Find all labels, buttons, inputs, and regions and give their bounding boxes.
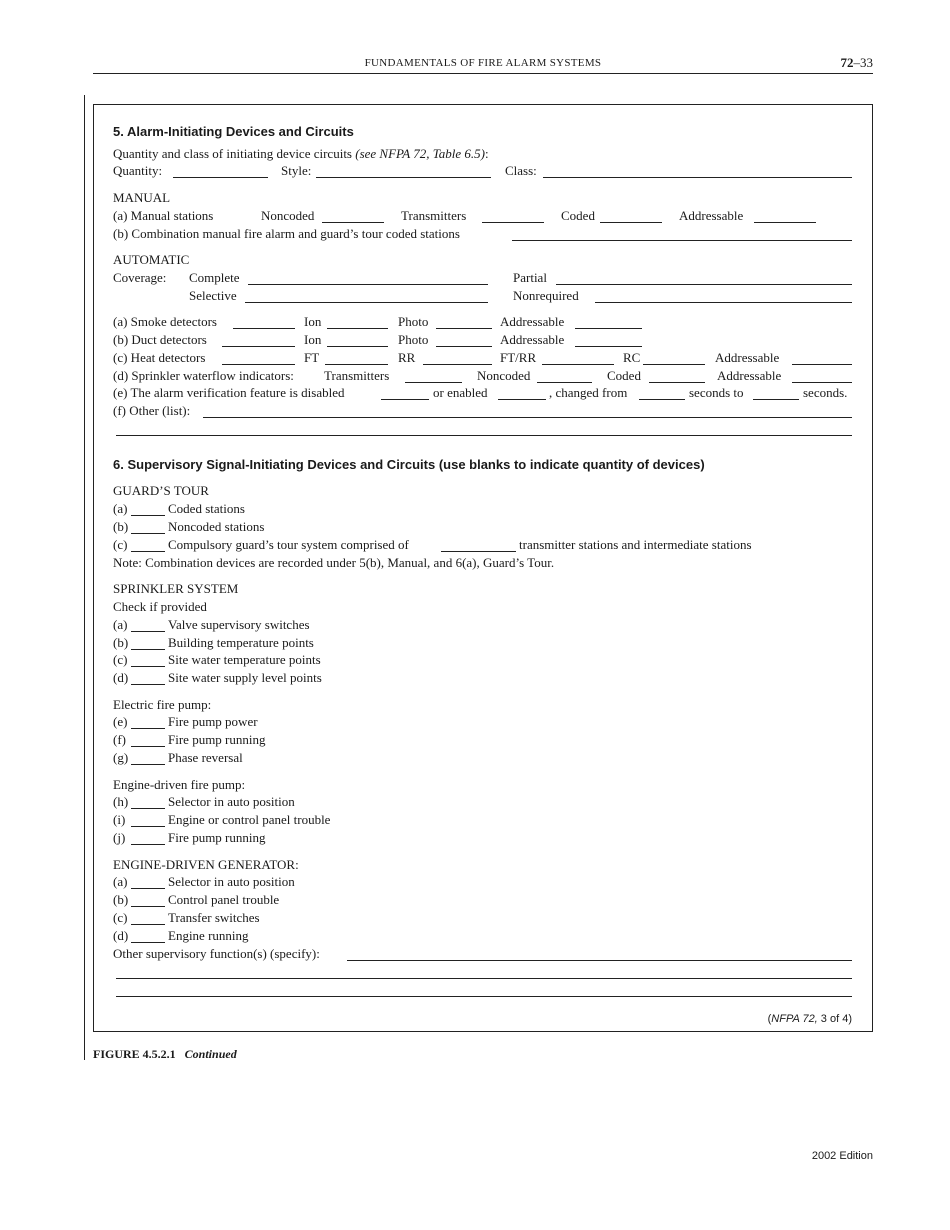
class-blank[interactable] <box>543 177 852 178</box>
engine-trouble-blank[interactable] <box>131 826 165 827</box>
smoke-addressable-label: Addressable <box>500 314 565 329</box>
valve-switches-blank[interactable] <box>131 631 165 632</box>
combination-stations-label: (b) Combination manual fire alarm and guard’s tour coded stations <box>113 226 460 241</box>
waterflow-coded-label: Coded <box>607 368 641 383</box>
engine-pump-running-letter: (j) <box>113 830 126 845</box>
section-5-intro: Quantity and class of initiating device circuits (see NFPA 72, Table 6.5): <box>113 146 489 161</box>
heat-ftrr-blank[interactable] <box>542 364 614 365</box>
waterflow-transmitters-blank[interactable] <box>405 382 462 383</box>
automatic-heading: AUTOMATIC <box>113 252 190 267</box>
site-water-level-blank[interactable] <box>131 684 165 685</box>
guards-tour-heading: GUARD’S TOUR <box>113 483 209 498</box>
manual-noncoded-label: Noncoded <box>261 208 315 223</box>
waterflow-noncoded-label: Noncoded <box>477 368 531 383</box>
gen-selector-letter: (a) <box>113 874 128 889</box>
pump-running-blank[interactable] <box>131 746 165 747</box>
gen-transfer-blank[interactable] <box>131 924 165 925</box>
style-blank[interactable] <box>316 177 491 178</box>
gen-transfer-label: Transfer switches <box>168 910 260 925</box>
heat-detectors-label: (c) Heat detectors <box>113 350 206 365</box>
heat-rr-label: RR <box>398 350 416 365</box>
smoke-photo-blank[interactable] <box>436 328 492 329</box>
other-supervisory-blank-3[interactable] <box>116 996 852 997</box>
quantity-blank[interactable] <box>173 177 268 178</box>
gen-panel-trouble-blank[interactable] <box>131 906 165 907</box>
other-list-blank-2[interactable] <box>116 435 852 436</box>
nonrequired-label: Nonrequired <box>513 288 579 303</box>
smoke-detectors-label: (a) Smoke detectors <box>113 314 217 329</box>
engine-pump-heading: Engine-driven fire pump: <box>113 777 246 792</box>
smoke-addressable-blank[interactable] <box>575 328 642 329</box>
nonrequired-blank[interactable] <box>595 302 852 303</box>
waterflow-transmitters-label: Transmitters <box>324 368 390 383</box>
quantity-label: Quantity: <box>113 163 163 178</box>
waterflow-indicators-label: (d) Sprinkler waterflow indicators: <box>113 368 294 383</box>
waterflow-coded-blank[interactable] <box>649 382 705 383</box>
verification-enabled-blank[interactable] <box>498 399 546 400</box>
other-supervisory-blank-1[interactable] <box>347 960 852 961</box>
pump-running-label: Fire pump running <box>168 732 266 747</box>
heat-ftrr-label: FT/RR <box>500 350 537 365</box>
heat-addressable-blank[interactable] <box>792 364 852 365</box>
gen-running-blank[interactable] <box>131 942 165 943</box>
running-header <box>93 55 873 74</box>
generator-heading: ENGINE-DRIVEN GENERATOR: <box>113 857 299 872</box>
left-margin-rule <box>84 95 85 1060</box>
combination-stations-blank[interactable] <box>512 240 852 241</box>
header-title: FUNDAMENTALS OF FIRE ALARM SYSTEMS <box>364 57 602 69</box>
verification-disabled-blank[interactable] <box>381 399 429 400</box>
style-label: Style: <box>281 163 312 178</box>
pump-power-letter: (e) <box>113 714 128 729</box>
gen-transfer-letter: (c) <box>113 910 128 925</box>
site-water-temp-blank[interactable] <box>131 666 165 667</box>
smoke-photo-label: Photo <box>398 314 429 329</box>
other-list-blank-1[interactable] <box>203 417 852 418</box>
seconds-label: seconds. <box>803 385 848 400</box>
manual-heading: MANUAL <box>113 190 171 205</box>
complete-label: Complete <box>189 270 240 285</box>
coded-stations-blank[interactable] <box>131 515 165 516</box>
waterflow-addressable-label: Addressable <box>717 368 782 383</box>
duct-addressable-blank[interactable] <box>575 346 642 347</box>
heat-rc-label: RC <box>623 350 641 365</box>
compulsory-tour-label-end: transmitter stations and intermediate stations <box>519 537 752 552</box>
phase-reversal-letter: (g) <box>113 750 129 765</box>
or-enabled-label: or enabled <box>433 385 488 400</box>
selector-auto-blank[interactable] <box>131 808 165 809</box>
changed-from-label: , changed from <box>549 385 628 400</box>
heat-rr-blank[interactable] <box>423 364 492 365</box>
pump-running-letter: (f) <box>113 732 126 747</box>
gen-panel-trouble-letter: (b) <box>113 892 129 907</box>
alarm-verification-label: (e) The alarm verification feature is disabled <box>113 385 345 400</box>
coverage-label: Coverage: <box>113 270 167 285</box>
site-water-level-label: Site water supply level points <box>168 670 322 685</box>
phase-reversal-blank[interactable] <box>131 764 165 765</box>
manual-stations-label: (a) Manual stations <box>113 208 214 223</box>
gen-panel-trouble-label: Control panel trouble <box>168 892 280 907</box>
section-6-title: 6. Supervisory Signal-Initiating Devices and Circuits (use blanks to indicate quantity of devices) <box>113 457 705 472</box>
smoke-ion-blank[interactable] <box>327 328 388 329</box>
compulsory-tour-blank[interactable] <box>131 551 165 552</box>
coded-stations-label: Coded stations <box>168 501 245 516</box>
pump-power-label: Fire pump power <box>168 714 258 729</box>
heat-ft-blank[interactable] <box>325 364 388 365</box>
site-water-level-letter: (d) <box>113 670 129 685</box>
manual-addressable-blank[interactable] <box>754 222 816 223</box>
combination-note: Note: Combination devices are recorded under 5(b), Manual, and 6(a), Guard’s Tour. <box>113 555 555 570</box>
manual-coded-label: Coded <box>561 208 595 223</box>
building-temp-letter: (b) <box>113 635 129 650</box>
building-temp-label: Building temperature points <box>168 635 314 650</box>
gen-selector-blank[interactable] <box>131 888 165 889</box>
compulsory-tour-letter: (c) <box>113 537 128 552</box>
manual-transmitters-blank[interactable] <box>482 222 544 223</box>
gen-running-letter: (d) <box>113 928 129 943</box>
section-5-title: 5. Alarm-Initiating Devices and Circuits <box>113 124 354 139</box>
page-number: 72–33 <box>840 55 873 70</box>
engine-pump-running-blank[interactable] <box>131 844 165 845</box>
partial-label: Partial <box>513 270 547 285</box>
manual-addressable-label: Addressable <box>679 208 744 223</box>
seconds-to-blank[interactable] <box>753 399 799 400</box>
check-if-provided: Check if provided <box>113 599 207 614</box>
duct-addressable-label: Addressable <box>500 332 565 347</box>
changed-from-blank[interactable] <box>639 399 685 400</box>
coded-stations-letter: (a) <box>113 501 128 516</box>
engine-trouble-label: Engine or control panel trouble <box>168 812 331 827</box>
selector-auto-letter: (h) <box>113 794 129 809</box>
heat-detectors-blank[interactable] <box>222 364 295 365</box>
sprinkler-heading: SPRINKLER SYSTEM <box>113 581 239 596</box>
duct-detectors-blank[interactable] <box>222 346 295 347</box>
manual-transmitters-label: Transmitters <box>401 208 467 223</box>
selective-blank[interactable] <box>245 302 488 303</box>
duct-photo-label: Photo <box>398 332 429 347</box>
phase-reversal-label: Phase reversal <box>168 750 243 765</box>
site-water-temp-letter: (c) <box>113 652 128 667</box>
valve-switches-letter: (a) <box>113 617 128 632</box>
class-label: Class: <box>505 163 537 178</box>
noncoded-stations-blank[interactable] <box>131 533 165 534</box>
noncoded-stations-letter: (b) <box>113 519 129 534</box>
smoke-ion-label: Ion <box>304 314 322 329</box>
other-supervisory-blank-2[interactable] <box>116 978 852 979</box>
seconds-to-label: seconds to <box>689 385 744 400</box>
gen-selector-label: Selector in auto position <box>168 874 295 889</box>
figure-caption: FIGURE 4.5.2.1 Continued <box>93 1047 237 1061</box>
pump-power-blank[interactable] <box>131 728 165 729</box>
site-water-temp-label: Site water temperature points <box>168 652 321 667</box>
edition-footer: 2002 Edition <box>811 1150 873 1162</box>
heat-addressable-label: Addressable <box>715 350 780 365</box>
transmitter-stations-blank[interactable] <box>441 551 516 552</box>
duct-detectors-label: (b) Duct detectors <box>113 332 207 347</box>
partial-blank[interactable] <box>556 284 852 285</box>
nfpa-credit: (NFPA 72, 3 of 4) <box>767 1013 852 1025</box>
duct-ion-blank[interactable] <box>327 346 388 347</box>
engine-trouble-letter: (i) <box>113 812 126 827</box>
engine-pump-running-label: Fire pump running <box>168 830 266 845</box>
compulsory-tour-label: Compulsory guard’s tour system comprised of <box>168 537 409 552</box>
manual-coded-blank[interactable] <box>600 222 662 223</box>
building-temp-blank[interactable] <box>131 649 165 650</box>
heat-rc-blank[interactable] <box>643 364 705 365</box>
duct-ion-label: Ion <box>304 332 322 347</box>
selector-auto-label: Selector in auto position <box>168 794 295 809</box>
selective-label: Selective <box>189 288 237 303</box>
manual-noncoded-blank[interactable] <box>322 222 384 223</box>
valve-switches-label: Valve supervisory switches <box>168 617 310 632</box>
other-list-label: (f) Other (list): <box>113 403 191 418</box>
duct-photo-blank[interactable] <box>436 346 492 347</box>
gen-running-label: Engine running <box>168 928 249 943</box>
electric-pump-heading: Electric fire pump: <box>113 697 212 712</box>
smoke-detectors-blank[interactable] <box>233 328 295 329</box>
heat-ft-label: FT <box>304 350 320 365</box>
noncoded-stations-label: Noncoded stations <box>168 519 265 534</box>
waterflow-noncoded-blank[interactable] <box>537 382 592 383</box>
complete-blank[interactable] <box>248 284 488 285</box>
waterflow-addressable-blank[interactable] <box>792 382 852 383</box>
other-supervisory-label: Other supervisory function(s) (specify): <box>113 946 320 961</box>
